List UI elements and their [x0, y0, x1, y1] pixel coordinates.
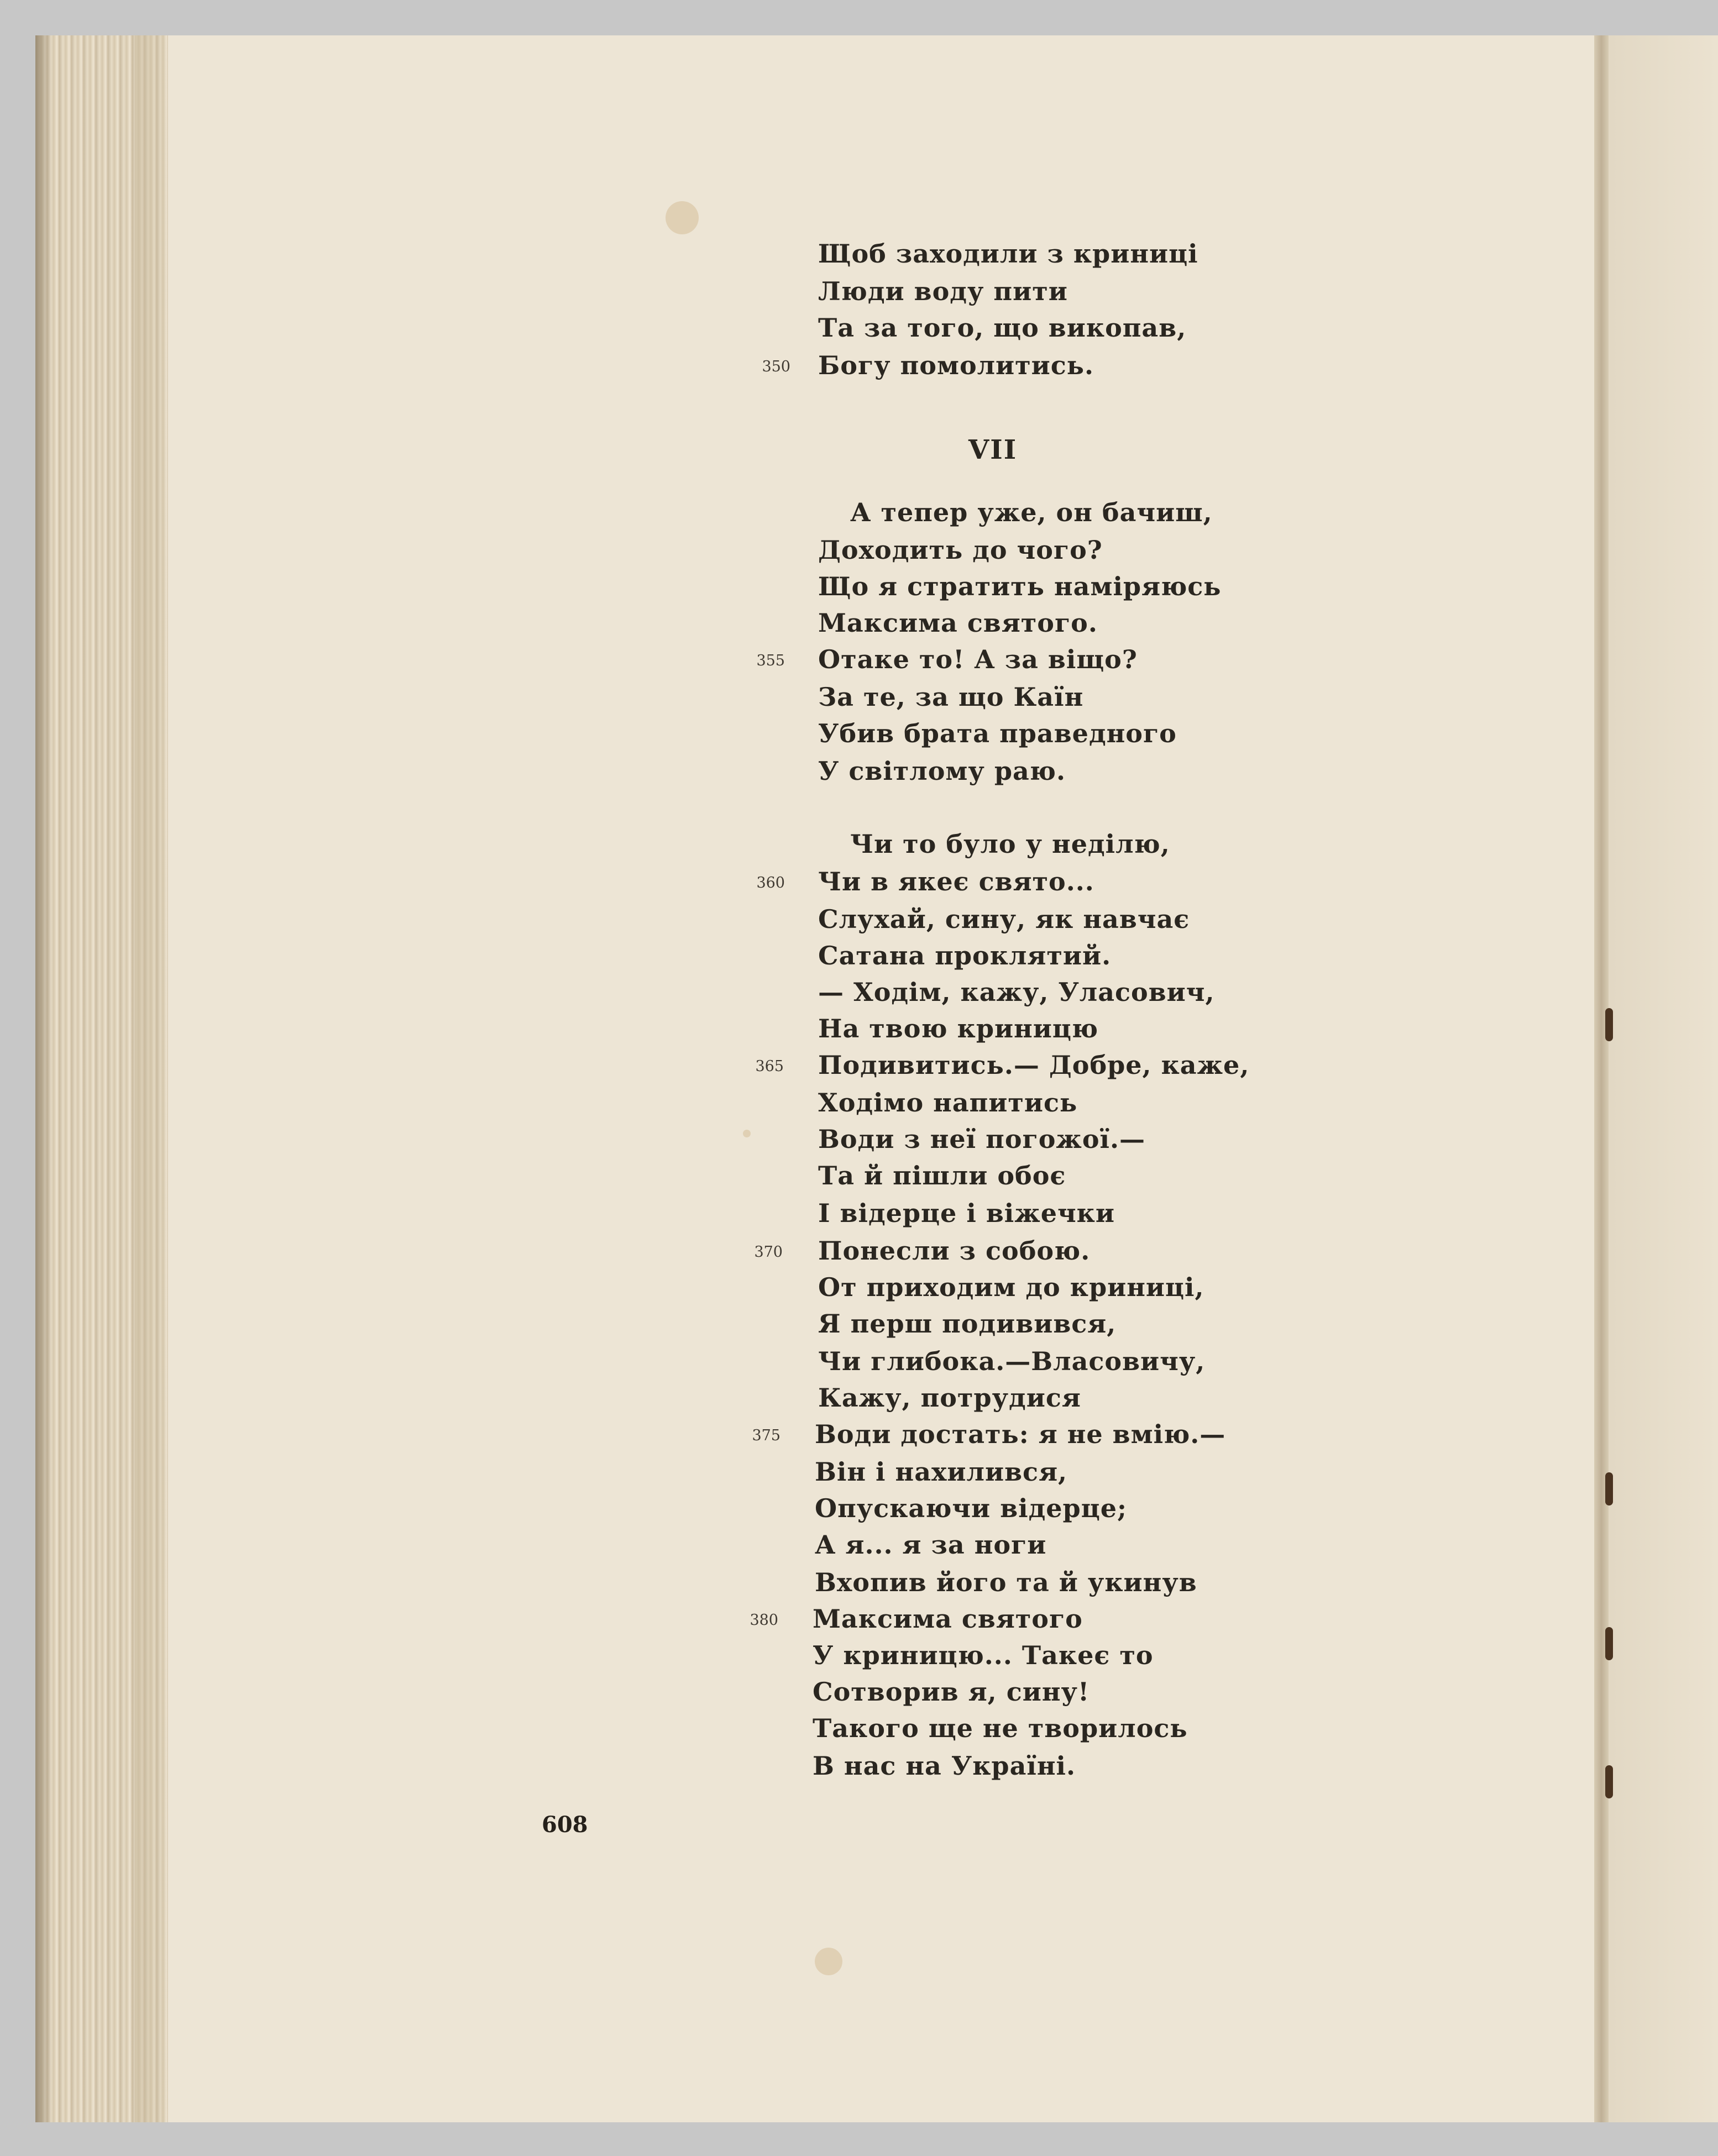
ink-mark: [1605, 1472, 1613, 1505]
poem-line: Понесли з собою.: [818, 1236, 1091, 1266]
poem-line: Ходімо напитись: [818, 1088, 1078, 1118]
poem-line: Щоб заходили з криниці: [818, 239, 1198, 269]
poem-line: Та за того, що викопав,: [818, 313, 1187, 343]
poem-line: Богу помолитись.: [818, 350, 1094, 380]
poem-line: — Ходім, кажу, Уласович,: [818, 977, 1215, 1007]
poem-line: Люди воду пити: [818, 276, 1068, 306]
poem-line: В нас на Україні.: [813, 1751, 1076, 1781]
poem-line: Чи глибока.—Власовичу,: [818, 1346, 1206, 1376]
poem-line: Опускаючи відерце;: [815, 1493, 1127, 1523]
line-number: 355: [756, 652, 785, 669]
section-heading: VII: [968, 434, 1018, 465]
poem-line: Вхопив його та й укинув: [815, 1567, 1197, 1597]
page-stack-edge: [35, 35, 168, 2122]
poem-line: Води достать: я не вмію.—: [815, 1419, 1226, 1449]
poem-line: Подивитись.— Добре, каже,: [818, 1050, 1250, 1080]
line-number: 365: [755, 1058, 784, 1075]
line-number: 370: [754, 1244, 783, 1261]
poem-line: Він і нахилився,: [815, 1457, 1068, 1487]
poem-line: Максима святого.: [818, 608, 1098, 638]
paper-stain: [666, 201, 699, 234]
poem-line: А я... я за ноги: [815, 1530, 1047, 1560]
poem-line: Сатана проклятий.: [818, 941, 1112, 971]
line-number: 360: [756, 874, 785, 891]
poem-line: Що я стратить наміряюсь: [818, 571, 1222, 601]
poem-line: Максима святого: [813, 1604, 1083, 1634]
ink-mark: [1605, 1008, 1613, 1041]
page-number: 608: [542, 1812, 588, 1838]
poem-line: Убив брата праведного: [818, 718, 1177, 748]
poem-line: І відерце і віжечки: [818, 1198, 1115, 1228]
line-number: 375: [752, 1427, 781, 1444]
ink-mark: [1605, 1627, 1613, 1660]
poem-line: На твою криницю: [818, 1014, 1099, 1043]
poem-line: Води з неї погожої.—: [818, 1124, 1145, 1154]
book-gutter: [1594, 35, 1609, 2122]
poem-line: Чи то було у неділю,: [850, 829, 1170, 859]
poem-line: Сотворив я, сину!: [813, 1677, 1090, 1707]
poem-line: А тепер уже, он бачиш,: [850, 497, 1213, 527]
paper-stain: [743, 1130, 751, 1137]
line-number: 380: [750, 1612, 778, 1629]
poem-line: От приходим до криниці,: [818, 1272, 1204, 1302]
book-edge-shadow: [35, 35, 52, 2122]
poem-line: У світлому раю.: [818, 756, 1066, 786]
poem-line: У криницю... Такеє то: [813, 1640, 1154, 1670]
line-number: 350: [762, 358, 790, 375]
poem-line: Кажу, потрудися: [818, 1383, 1081, 1413]
poem-line: Отаке то! А за віщо?: [818, 644, 1138, 674]
paper-stain: [815, 1948, 842, 1975]
poem-line: За те, за що Каїн: [818, 682, 1084, 712]
poem-line: Слухай, сину, як навчає: [818, 904, 1190, 934]
poem-line: Такого ще не творилось: [813, 1713, 1188, 1743]
poem-line: Доходить до чого?: [818, 535, 1103, 565]
poem-line: Та й пішли обоє: [818, 1161, 1066, 1190]
poem-line: Чи в якеє свято...: [818, 867, 1094, 896]
poem-line: Я перш подивився,: [818, 1309, 1117, 1339]
next-page-edge: [1609, 35, 1718, 2122]
ink-mark: [1605, 1765, 1613, 1798]
